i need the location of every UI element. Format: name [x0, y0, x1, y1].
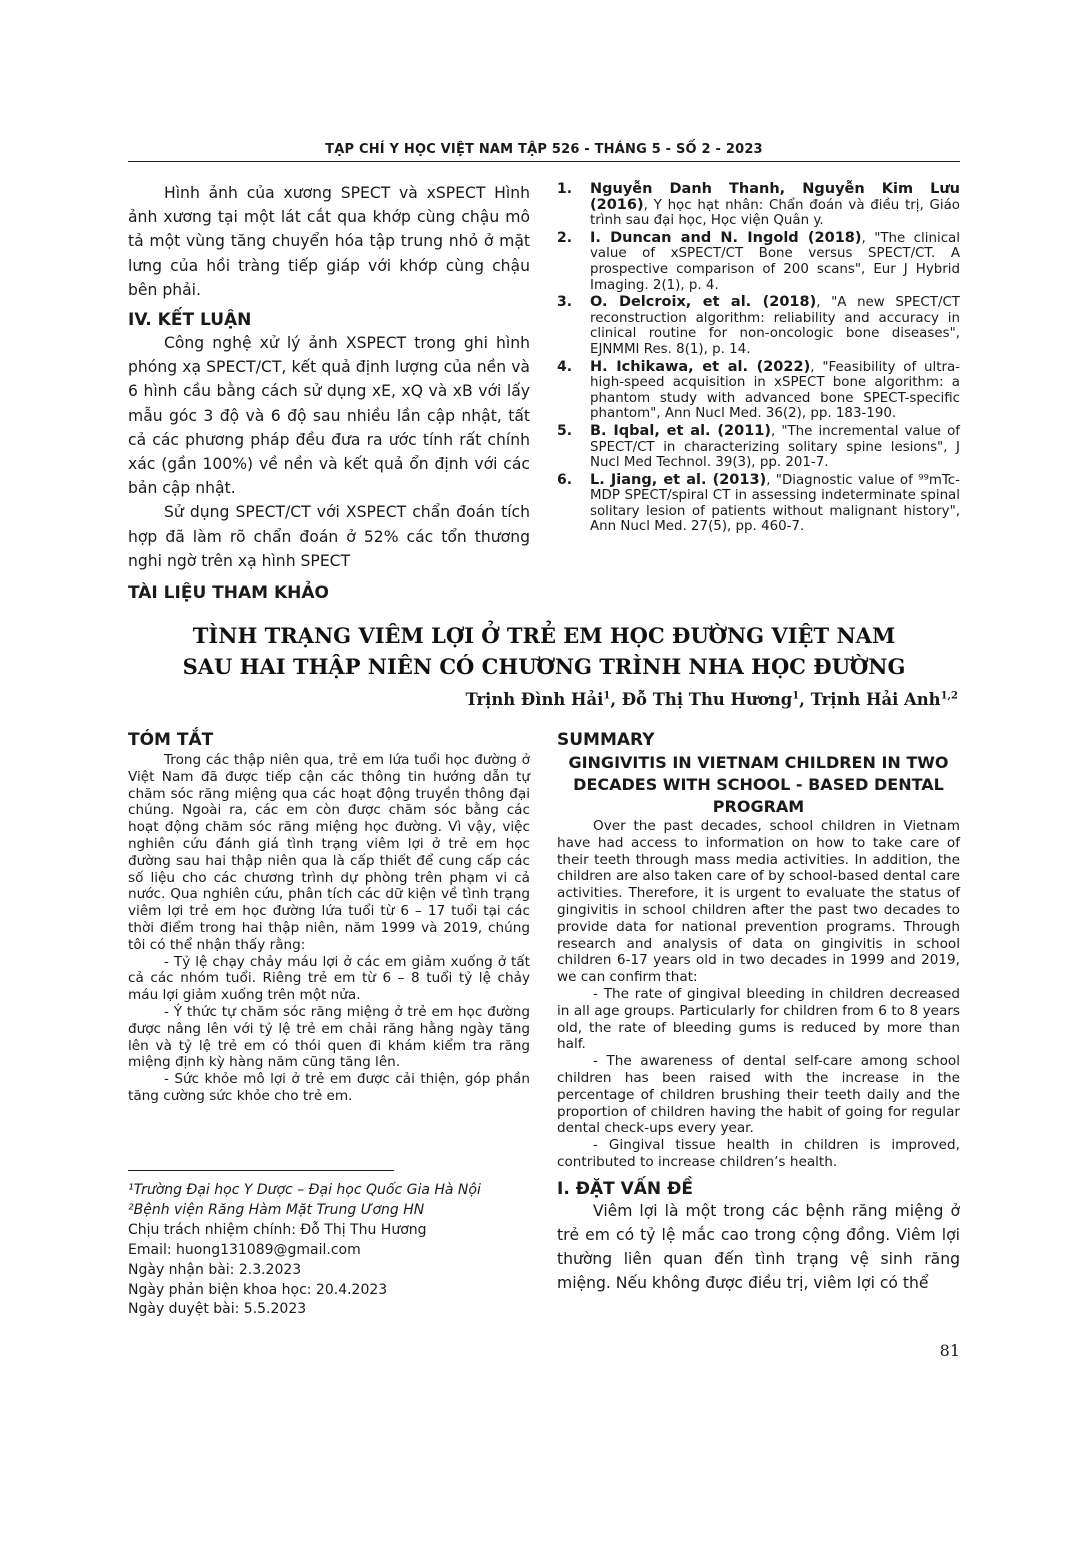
footnotes [128, 1181, 530, 1320]
author-affiliation: 1 [792, 690, 800, 702]
reference-number: 6. [557, 471, 573, 488]
reference-authors: Nguyễn Danh Thanh, Nguyễn Kim Lưu (2016) [590, 181, 960, 213]
summary-paragraph-4: - Gingival tissue health in children is improved, contributed to increase children’s health. [557, 1137, 960, 1170]
abstract-vi-column [128, 730, 530, 1105]
references-heading: TÀI LIỆU THAM KHẢO [128, 583, 329, 604]
footnote-affiliation-1: ¹Trường Đại học Y Dược – Đại học Quốc Gia Hà Nội [128, 1182, 481, 1198]
reference-text: , "Diagnostic value of ⁹⁹mTc-MDP SPECT/spiral CT in assessing indeterminate spinal solitary lesion of patients without malignant history", Ann Nucl Med. 27(5), pp. 460-7. [590, 472, 960, 535]
conclusion-paragraph-1: Công nghệ xử lý ảnh XSPECT trong ghi hình phóng xạ SPECT/CT, kết quả định lượng của nền và 6 hình cầu bằng cách sử dụng xE, xQ và xB với lấy mẫu góc 3 độ và 6 độ sau nhiều lần cập nhật, tất cả các phương pháp đều đưa ra ước tính rất chính xác (gần 100%) về nền và kết quả ổn định với các bản cập nhật. [128, 334, 530, 498]
reference-number: 3. [557, 294, 573, 311]
article-authors [128, 690, 958, 709]
reference-text: , "Feasibility of ultra-high-speed acquisition in xSPECT bone algorithm: a phantom study with advanced bone SPECT-specific phantom", Ann Nucl Med. 36(2), pp. 183-190. [590, 359, 961, 422]
summary-paragraph-1: Over the past decades, school children in Vietnam have had access to information on how to take care of their teeth through mass media activities. In addition, the children are also taken care of by school-based dental care activities. Therefore, it is urgent to evaluate the status of gingivitis in school children after the past two decades to provide data for national prevention programs. Through research and analysis of data on gingivitis in school children 6-17 years old in two decades in 1999 and 2019, we can confirm that: [557, 818, 960, 986]
running-header: TẠP CHÍ Y HỌC VIỆT NAM TẬP 526 - THÁNG 5 - SỐ 2 - 2023 [325, 142, 763, 157]
reference-item [557, 424, 960, 471]
abstract-vi-paragraph-2: - Tỷ lệ chạy chảy máu lợi ở các em giảm xuống ở tất cả các nhóm tuổi. Riêng trẻ em từ 6 – 8 tuổi tỷ lệ chảy máu lợi giảm xuống trên một nửa. [128, 953, 530, 1004]
reference-item [557, 473, 960, 535]
reference-list [557, 182, 960, 535]
reference-authors: B. Iqbal, et al. (2011) [590, 422, 772, 439]
reference-number: 1. [557, 181, 573, 197]
footnote-accepted: Ngày duyệt bài: 5.5.2023 [128, 1301, 307, 1318]
conclusion-paragraph-2: Sử dụng SPECT/CT với XSPECT chẩn đoán tích hợp đã làm rõ chẩn đoán ở 52% các tổn thương nghi ngờ trên xạ hình SPECT [128, 503, 530, 570]
footnote-rule [128, 1170, 394, 1171]
reference-authors: O. Delcroix, et al. (2018) [590, 294, 817, 311]
reference-text: , "The clinical value of xSPECT/CT Bone versus SPECT/CT. A prospective comparison of 200 scans", Eur J Hybrid Imaging. 2(1), p. 4. [590, 230, 960, 293]
summary-paragraph-3: - The awareness of dental self-care among school children has been raised with the increase in the percentage of children brushing their teeth daily and the proportion of children having the habit of going for regular dental check-ups every year. [557, 1053, 960, 1137]
header-rule [128, 161, 960, 162]
footnote-corresponding: Chịu trách nhiệm chính: Đỗ Thị Thu Hương [128, 1221, 427, 1238]
reference-number: 4. [557, 358, 573, 375]
abstract-vi-paragraph-4: - Sức khỏe mô lợi ở trẻ em được cải thiện, góp phần tăng cường sức khỏe cho trẻ em. [128, 1071, 530, 1104]
reference-item [557, 182, 960, 229]
author-name: Đỗ Thị Thu Hương [621, 690, 793, 709]
reference-item [557, 295, 960, 357]
introduction-paragraph-1: Viêm lợi là một trong các bệnh răng miệng ở trẻ em có tỷ lệ mắc cao trong cộng đồng. Viêm lợi thường liên quan đến tình trạng vệ sinh răng miệng. Nếu không được điều trị, viêm lợi có thể [557, 1201, 960, 1293]
abstract-en-column [557, 730, 960, 1296]
summary-paragraph-2: - The rate of gingival bleeding in children decreased in all age groups. Particularly for children from 6 to 8 years old, the rate of bleeding gums is reduced by more than half. [557, 985, 960, 1053]
reference-authors: L. Jiang, et al. (2013) [590, 471, 767, 488]
author-name: Trịnh Hải Anh [810, 690, 941, 709]
conclusion-heading: IV. KẾT LUẬN [128, 310, 252, 331]
footnote-email: Email: huong131089@gmail.com [128, 1241, 361, 1258]
footnote-reviewed: Ngày phản biện khoa học: 20.4.2023 [128, 1281, 388, 1298]
reference-authors: I. Duncan and N. Ingold (2018) [590, 229, 862, 246]
author-separator: , [610, 690, 622, 709]
summary-title: GINGIVITIS IN VIETNAM CHILDREN IN TWO DECADES WITH SCHOOL - BASED DENTAL PROGRAM [568, 753, 949, 816]
author-affiliation: 1,2 [940, 690, 958, 702]
intro-paragraph: Hình ảnh của xương SPECT và xSPECT Hình ảnh xương tại một lát cắt qua khớp cùng chậu mô tả một vùng tăng chuyển hóa tập trung nhỏ ở mặt lưng của hồi tràng tiếp giáp với khớp cùng chậu bên phải. [128, 184, 530, 299]
reference-text: , "The incremental value of SPECT/CT in characterizing solitary spine lesions", J Nucl Med Technol. 39(3), pp. 201-7. [590, 423, 961, 471]
prev-article-left-column [128, 181, 530, 603]
abstract-vi-paragraph-3: - Ý thức tự chăm sóc răng miệng ở trẻ em học đường được nâng lên với tỷ lệ trẻ em chải răng hằng ngày tăng lên và tỷ lệ trẻ em có thói quen đi khám kiểm tra răng miệng định kỳ hàng năm cũng tăng lên. [128, 1003, 530, 1071]
reference-authors: H. Ichikawa, et al. (2022) [590, 358, 811, 375]
article-title-line-2: SAU HAI THẬP NIÊN CÓ CHƯƠNG TRÌNH NHA HỌC ĐƯỜNG [182, 654, 906, 679]
footnote-affiliation-2: ²Bệnh viện Răng Hàm Mặt Trung Ương HN [128, 1201, 425, 1218]
article-title [128, 620, 960, 682]
abstract-vi-paragraph-1: Trong các thập niên qua, trẻ em lứa tuổi học đường ở Việt Nam đã được tiếp cận các thông tin hướng dẫn tự chăm sóc răng miệng qua các hoạt động truyền thông đại chúng. Ngoài ra, các em còn được chăm sóc bằng các hoạt động chăm sóc răng miệng học đường. Vì vậy, việc nghiên cứu đánh giá tình trạng viêm lợi ở trẻ em học đường sau hai thập niên qua là cấp thiết để cung cấp các số liệu cho các chương trình dự phòng trên phạm vi cả nước. Qua nghiên cứu, phân tích các dữ kiện về tình trạng viêm lợi trẻ em học đường lứa tuổi từ 6 – 17 tuổi tại các thời điểm trong hai thập niên, năm 1999 và 2019, chúng tôi có thể nhận thấy rằng: [128, 752, 530, 953]
reference-number: 5. [557, 422, 573, 439]
references-column [557, 182, 960, 537]
author-separator: , [799, 690, 811, 709]
reference-text: , Y học hạt nhân: Chẩn đoán và điều trị, Giáo trình sau đại học, Học viện Quân y. [590, 197, 960, 229]
author-affiliation: 1 [603, 690, 611, 702]
reference-number: 2. [557, 229, 573, 246]
author-name: Trịnh Đình Hải [465, 690, 604, 709]
abstract-vi-heading: TÓM TẮT [128, 730, 214, 750]
page-number: 81 [939, 1341, 960, 1360]
reference-text: , "A new SPECT/CT reconstruction algorithm: reliability and accuracy in clinical routine for non-oncologic bone diseases", EJNMMI Res. 8(1), p. 14. [590, 295, 960, 357]
summary-heading: SUMMARY [557, 730, 655, 750]
reference-item [557, 231, 960, 293]
footnote-received: Ngày nhận bài: 2.3.2023 [128, 1261, 302, 1278]
article-title-line-1: TÌNH TRẠNG VIÊM LỢI Ở TRẺ EM HỌC ĐƯỜNG VIỆT NAM [192, 623, 896, 648]
introduction-heading: I. ĐẶT VẤN ĐỀ [557, 1178, 693, 1199]
reference-item [557, 360, 960, 422]
